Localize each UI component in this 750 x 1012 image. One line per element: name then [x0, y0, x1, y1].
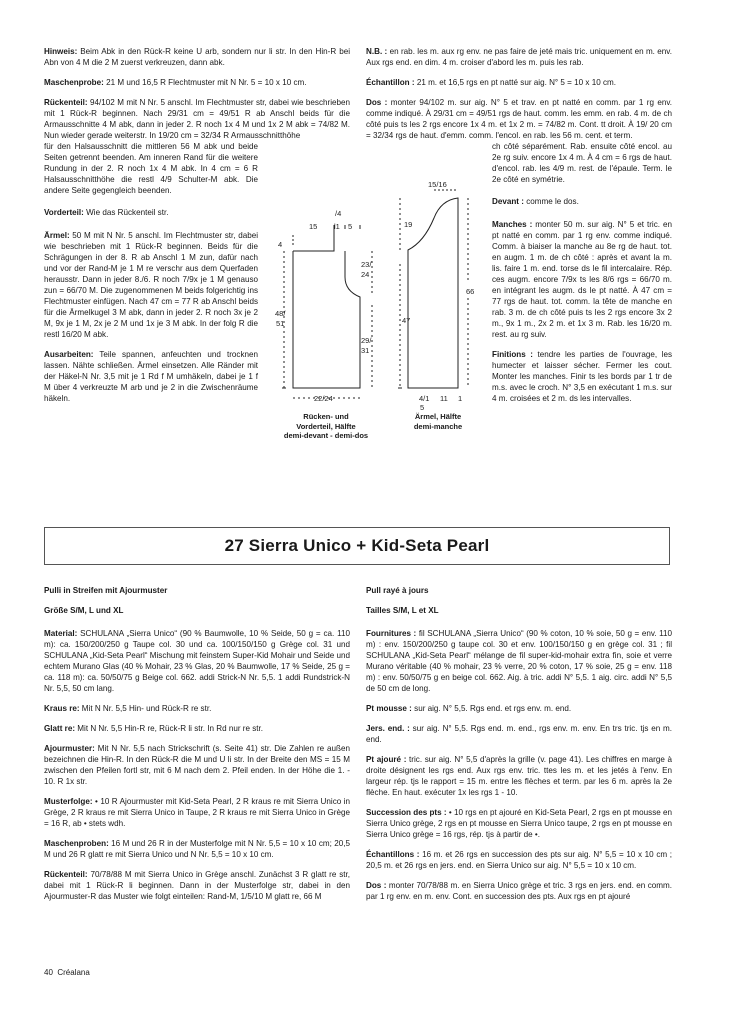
- text: • 10 R Ajourmuster mit Kid-Seta Pearl, 2 R kraus re mit Sierra Unico in Grège, 2 R kraus re mit Sierra Unico in Taupe, 2 R kraus re mit Sierra Unico in Grège = 16 R, ab • stets wdh.: [44, 797, 351, 828]
- text: monter 94/102 m. sur aig. N° 5 et trav. en pt natté en comm. par 1 rg env. comme indiqué. À 29/31 cm = 49/51 rgs de haut. comm. les emm. en rab. 4 m. de ch côté puis ts les 2 rgs encore 1x 4 m. et 1x 2 m. = 74/82 m. Cont. tt droit. À 19/ 20 cm = 32/34 rgs de haut. d'emm. comm. l'encol. en rab. les 56 m. cent. et term.: [366, 98, 673, 140]
- dimension-label: 15: [309, 222, 318, 231]
- text: 50 M mit N Nr. 5 anschl. Im Flechtmuster str, dabei wie beschrieben mit 1 Rück-R beginnen. Beids für die Schrägungen in der 8. R ab Anschl 1 M zun, dafür nach und vor der Rand-M je 1 M re verschr aus dem Querfaden herausstr. Dann in jeder 8./6. R noch 7/9x je 1 M genauso zun = 66/70 M. Die zugenommenen M beids folgerichtig ins Flechtmuster einfügen. Nach 47 cm = 77 R ab Anschl beids für die Ärmelkugel 3 M abk, dann in jeder 2. R noch 3x je 2 M, 9x je 1 M, 2x je 2 M und 1x je 3 M abk. In der folg R die restl 16/20 M abk.: [44, 231, 259, 339]
- paragraph-pt-ajoure: [366, 754, 672, 798]
- sleeve-schematic-drawing: [396, 180, 486, 410]
- text: 16 m. et 26 rgs en succession des pts sur aig. N° 5,5 = 10 x 10 cm ; 20,5 m. et 26 rgs en jers. end. en Sierra Unico sur aig. N° 5,5 = 10 x 10 cm.: [366, 850, 673, 870]
- heading-text: Größe S/M, L und XL: [44, 606, 124, 615]
- body-outline: [293, 251, 360, 388]
- label: Dos :: [366, 98, 388, 107]
- paragraph-vorderteil: [44, 207, 258, 218]
- text: monter 50 m. sur aig. N° 5 et tric. en pt natté en comm. par 1 rg env. comme indiqué. Comm. à biaiser la manche au 8e rg de haut. tot. en augm. 1 m. de ch côté : après et avant la m. lis. faire 1 m. end. torse ds le fil intercalaire. Rép. ces augm. encore 7/9x ts les 8/6 rgs = 66/70 m. en intégrant les augm. ds le pt natté. À 47 cm = 77 rgs de haut. tot. comm. la tête de manche en rab. 3 m. de ch côté puis ts les 2 rgs encore 3x 2 m., 9x 1 m., 2x 2 m. et 1x 3 m. Rab. les 16/20 m. rest. au rg suiv.: [492, 220, 672, 339]
- label: Kraus re:: [44, 704, 80, 713]
- body-schematic-drawing: [262, 205, 382, 405]
- dimension-label: 5: [348, 222, 353, 231]
- text: Wie das Rückenteil str.: [86, 208, 169, 217]
- label: Maschenprobe:: [44, 78, 104, 87]
- pattern-title: 27 Sierra Unico + Kid-Seta Pearl: [224, 536, 490, 555]
- text-narrow: für den Halsausschnitt die mittleren 56 M abk und beide Seiten getrennt beenden. Am inneren Rand für die weitere Rundung in der 2. R noch 1x 4 M abk. In 4 cm = 6 R Halsausschnitthöhe die restl 4/9 Schulter-M abk. Die andere Seite gegengleich beenden.: [44, 142, 258, 195]
- paragraph-aermel: [44, 230, 258, 340]
- label: Material:: [44, 629, 78, 638]
- sleeve-schematic-caption: [400, 412, 476, 431]
- paragraph-ajourmuster: [44, 743, 350, 787]
- paragraph-jers-end: [366, 723, 672, 745]
- label: Maschenproben:: [44, 839, 109, 848]
- text: 21 M und 16,5 R Flechtmuster mit N Nr. 5 = 10 x 10 cm.: [106, 78, 307, 87]
- dimension-label: 15/16: [428, 180, 447, 189]
- dimension-label: 4/1: [419, 394, 430, 403]
- dimension-label: 24: [361, 270, 370, 279]
- label: Finitions :: [492, 350, 533, 359]
- paragraph-rueckenteil: [44, 869, 350, 902]
- text: tric. sur aig. N° 5,5 d'après la grille (v. page 41). Les chiffres en marge à droite désignent les rgs end. Aux rgs env. tric. ttes les m. et les jetés à l'env. En largeur rép. tjs le rapport = 15 m. entre les flèches et term. par les 6 m. après la 2e flèche. En haut. exécuter 1x les rgs 1 - 10.: [366, 755, 672, 797]
- paragraph-echantillon: [366, 77, 672, 88]
- text: Beim Abk in den Rück-R keine U arb, sondern nur li str. In den Hin-R bei Abn von 4 M die 2 M zuerst verkreuzen, dann abk.: [44, 47, 351, 67]
- text: sur aig. N° 5,5. Rgs end. et rgs env. m. end.: [414, 704, 572, 713]
- paragraph-echantillons: [366, 849, 672, 871]
- page-footer: [44, 968, 90, 977]
- paragraph-manches: [492, 219, 672, 340]
- label: Vorderteil:: [44, 208, 84, 217]
- caption-line: demi-devant - demi-dos: [283, 431, 369, 440]
- caption-line: Rücken- und: [303, 412, 349, 421]
- text-narrow: ch côté séparément. Rab. ensuite côté encol. au 2e rg suiv. encore 1x 4 m. À 4 cm = 6 rgs de haut. d'encol. rab. les 4/9 m. rest. de l'épaule. Term. le 2e côté en symétrie.: [492, 142, 672, 184]
- label: Dos :: [366, 881, 387, 890]
- sleeve-outline: [408, 198, 458, 388]
- label: Succession des pts :: [366, 808, 447, 817]
- paragraph-succession: [366, 807, 672, 840]
- label: Échantillons :: [366, 850, 420, 859]
- dimension-label: 31: [361, 346, 370, 355]
- paragraph-maschenproben: [44, 838, 350, 860]
- dimension-label: 22/24: [314, 394, 333, 403]
- paragraph-dos: [366, 97, 672, 185]
- paragraph-fournitures: [366, 628, 672, 694]
- text: sur aig. N° 5,5. Rgs end. m. end., rgs env. m. env. En trs tric. tjs en m. end.: [366, 724, 673, 744]
- label: Rückenteil:: [44, 870, 88, 879]
- paragraph-ausarbeiten: [44, 349, 258, 404]
- text: comme le dos.: [526, 197, 579, 206]
- dimension-label: l1: [334, 222, 340, 231]
- label: Rückenteil:: [44, 98, 88, 107]
- text: 70/78/88 M mit Sierra Unico in Grège anschl. Zunächst 3 R glatt re str, dabei mit 1 Rück-R li beginnen. Dann in der Musterfolge str, dabei in den Ajourmuster-R das Muster wie folgt einteilen: Rand-M, 1/5/10 M glatt re, 66 M: [44, 870, 351, 901]
- label: Ajourmuster:: [44, 744, 95, 753]
- label: Ärmel:: [44, 231, 70, 240]
- paragraph-kraus-re: [44, 703, 350, 714]
- dimension-label: 1: [458, 394, 463, 403]
- dimension-label: 23/: [361, 260, 372, 269]
- text: 94/102 M mit N Nr. 5 anschl. Im Flechtmuster str, dabei wie beschrieben mit 1 Rück-R beginnen. Nach 29/31 cm = 49/51 R ab Anschl beids für die Armausschnitte 4 M abk, dann in jeder 2. R noch 1x 4 M und 1x 2 M abk = 74/82 M. Nun wieder gerade weiterstr. In 19/20 cm = 32/34 R Armausschnitthöhe: [44, 98, 351, 140]
- label: N.B. :: [366, 47, 388, 56]
- label: Pt ajouré :: [366, 755, 407, 764]
- pattern-title-box: [44, 527, 670, 565]
- dimension-label: 48/: [275, 309, 286, 318]
- paragraph-finitions: [492, 349, 672, 404]
- label: Pt mousse :: [366, 704, 412, 713]
- label: Échantillon :: [366, 78, 415, 87]
- text: SCHULANA „Sierra Unico“ (90 % Baumwolle, 10 % Seide, 50 g = ca. 110 m): ca. 150/200/250 g Taupe col. 30 und ca. 100/150/150 g Grège col. 31 und SCHULANA „Kid-Seta Pearl“ Mischung mit feinstem Super-Kid Mohair und Seide und echtem Murano Glas (40 % Mohair, 23 % Glas, 20 % Baumwolle, 17 % Seide, 25 g = ca. 118 m): ca. 50/50/75 g Beige col. 662. addi Strick-N Nr. 5,5. 1 addi Rundstrick-N Nr. 5,5, 50 cm lang.: [44, 629, 350, 693]
- paragraph-material: [44, 628, 350, 694]
- german-instructions-bottom: [44, 585, 350, 911]
- label: Jers. end. :: [366, 724, 410, 733]
- label: Ausarbeiten:: [44, 350, 94, 359]
- label: Musterfolge:: [44, 797, 93, 806]
- text: tendre les parties de l'ouvrage, les humecter et laisser sécher. Fermer les cout. Monter les manches. Finir ts les bords par 1 tr de m.s. avec le croch. N° 3,5 en exécutant 1 m.s. sur 4 m. croisées et 2 m. ds les intervalles.: [492, 350, 673, 403]
- heading-text: Pulli in Streifen mit Ajourmuster: [44, 586, 168, 595]
- text: • 10 rgs en pt ajouré en Kid-Seta Pearl, 2 rgs en pt mousse en Sierra Unico grège, 2 rgs en pt mousse en Sierra Unico taupe, 2 rgs en pt mousse en Sierra Unico grège = 16 rgs, rép. tjs à partir de •.: [366, 808, 673, 839]
- magazine-name: Créalana: [57, 968, 90, 977]
- text: Mit N Nr. 5,5 nach Strickschrift (s. Seite 41) str. Die Zahlen re außen bezeichnen die Hin-R. In den Rück-R die M und U li str. In der Breite den MS = 15 M zwischen den Pfeilen fortl str, mit 6 M nach dem 2. Pfeil enden. In der Höhe die 1. - 10. R 1x str.: [44, 744, 350, 786]
- paragraph-devant: [492, 196, 672, 207]
- label: Manches :: [492, 220, 533, 229]
- text: 21 m. et 16,5 rgs en pt natté sur aig. N° 5 = 10 x 10 cm.: [416, 78, 616, 87]
- body-schematic-caption: [276, 412, 376, 441]
- body-schematic: [262, 205, 382, 410]
- text: monter 70/78/88 m. en Sierra Unico grège et tric. 3 rgs en jers. end. en comm. par 1 rg env. en m. env. Cont. en succession des pts. Aux rgs en pt ajouré: [366, 881, 673, 901]
- paragraph-pt-mousse: [366, 703, 672, 714]
- text: Teile spannen, anfeuchten und trocknen lassen. Nähte schließen. Ärmel einsetzen. Alle Ränder mit der Häkel-N Nr. 3,5 mit je 1 Rd f M umhäkeln, dabei je 1 f M über 4 verkreuzte M arb und je 2 in die Zwischenräume häkeln.: [44, 350, 258, 403]
- paragraph-glatt-re: [44, 723, 350, 734]
- paragraph-rueckenteil: [44, 97, 350, 196]
- label: Devant :: [492, 197, 524, 206]
- dimension-label: /4: [335, 209, 342, 218]
- sizes-heading: [44, 605, 350, 616]
- caption-line: Ärmel, Hälfte: [414, 412, 462, 421]
- paragraph-hinweis: [44, 46, 350, 68]
- french-instructions-bottom: [366, 585, 672, 911]
- dimension-label: 19: [404, 220, 413, 229]
- dimension-label: 47: [402, 316, 411, 325]
- dimension-label: 11: [440, 394, 448, 403]
- paragraph-maschenprobe: [44, 77, 350, 88]
- label: Hinweis:: [44, 47, 78, 56]
- label: Glatt re:: [44, 724, 76, 733]
- text: 16 M und 26 R in der Musterfolge mit N Nr. 5,5 = 10 x 10 cm; 20,5 M und 26 R glatt re mit Sierra Unico und N Nr. 5,5 = 10 x 10 cm.: [44, 839, 351, 859]
- text: Mit N Nr. 5,5 Hin- und Rück-R re str.: [81, 704, 212, 713]
- paragraph-dos: [366, 880, 672, 902]
- caption-line: Vorderteil, Hälfte: [296, 421, 356, 431]
- sleeve-schematic: [396, 180, 486, 415]
- heading: [366, 585, 672, 596]
- heading: [44, 585, 350, 596]
- dimension-label: 29/: [361, 336, 372, 345]
- dimension-label: 4: [278, 240, 283, 249]
- sizes-heading: [366, 605, 672, 616]
- paragraph-musterfolge: [44, 796, 350, 829]
- heading-text: Tailles S/M, L et XL: [366, 606, 439, 615]
- dimension-label: 51: [276, 319, 285, 328]
- text: fil SCHULANA „Sierra Unico“ (90 % coton, 10 % soie, 50 g = env. 110 m) : env. 150/200/250 g taupe col. 30 et env. 100/150/150 g en grège col. 31 ; fil SCHULANA „Kid-Seta Pearl“ mélange de fil super-kid-mohair extra fin, soie et verre Murano véritable (40 % mohair, 23 % verre, 20 % coton, 17 % soie, 25 g = env. 118 m) : env. 50/50/75 g en beige col. 662. Aig. à tric. addi N° 5,5. 1 aig. circ. addi N° 5,5 de 50 cm de long.: [366, 629, 672, 693]
- dimension-label: 5: [420, 403, 425, 412]
- heading-text: Pull rayé à jours: [366, 586, 429, 595]
- text: Mit N Nr. 5,5 Hin-R re, Rück-R li str. In Rd nur re str.: [77, 724, 264, 733]
- text: en rab. les m. aux rg env. ne pas faire de jeté mais tric. uniquement en m. env. Aux rgs end. en dim. 4 m. croiser d'abord les m. puis les rab.: [366, 47, 672, 67]
- label: Fournitures :: [366, 629, 417, 638]
- page-number: 40: [44, 968, 53, 977]
- paragraph-nb: [366, 46, 672, 68]
- dimension-label: 66: [466, 287, 475, 296]
- caption-line: demi-manche: [413, 421, 463, 431]
